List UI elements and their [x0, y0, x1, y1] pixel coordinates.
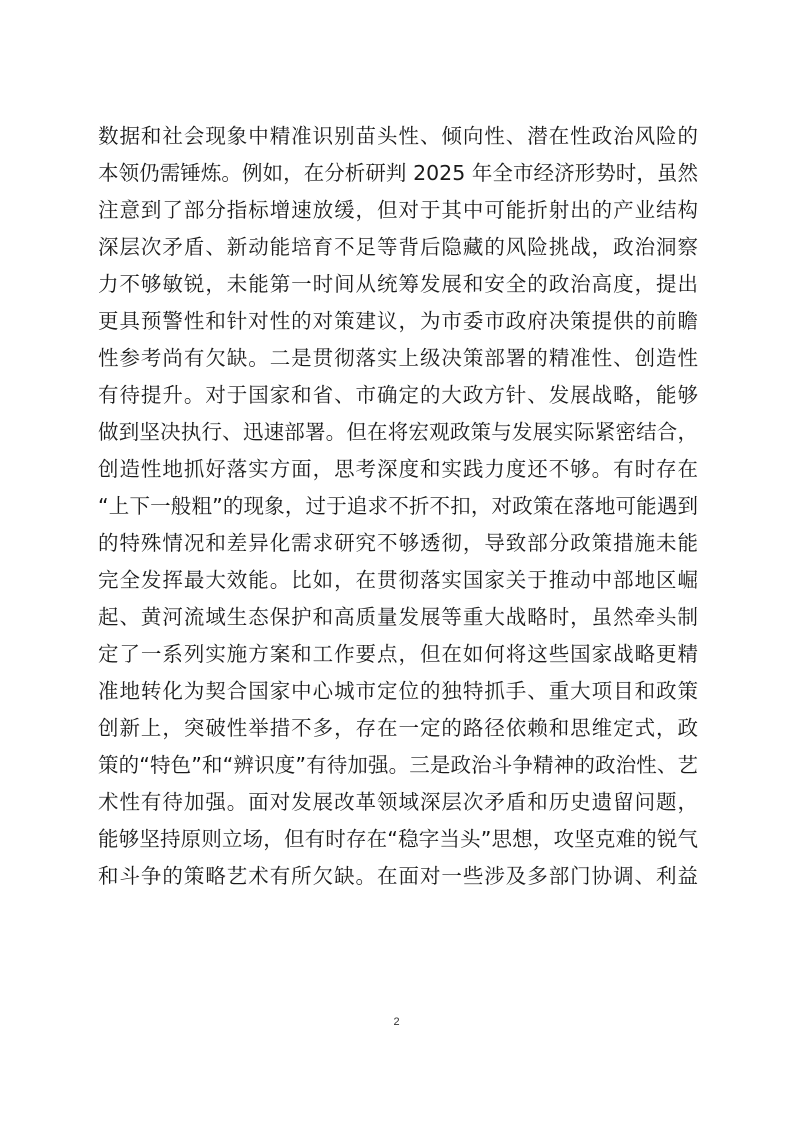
text-line: 注意到了部分指标增速放缓，但对于其中可能折射出的产业结构	[98, 198, 698, 222]
text-line: 数据和社会现象中精准识别苗头性、倾向性、潜在性政治风险的	[98, 124, 698, 148]
text-line: 和斗争的策略艺术有所欠缺。在面对一些涉及多部门协调、利益	[98, 864, 698, 888]
text-line: 术性有待加强。面对发展改革领域深层次矛盾和历史遗留问题，	[98, 790, 698, 814]
text-line: 有待提升。对于国家和省、市确定的大政方针、发展战略，能够	[98, 383, 698, 407]
body-paragraph	[98, 118, 698, 895]
text-line: 做到坚决执行、迅速部署。但在将宏观政策与发展实际紧密结合，	[98, 420, 698, 444]
text-line: 定了一系列实施方案和工作要点，但在如何将这些国家战略更精	[98, 642, 698, 666]
page-number: 2	[393, 1016, 400, 1028]
text-line: 更具预警性和针对性的对策建议，为市委市政府决策提供的前瞻	[98, 309, 698, 333]
text-line: 力不够敏锐，未能第一时间从统筹发展和安全的政治高度，提出	[98, 272, 698, 296]
text-line: 准地转化为契合国家中心城市定位的独特抓手、重大项目和政策	[98, 679, 698, 703]
text-line: 能够坚持原则立场，但有时存在“稳字当头”思想，攻坚克难的锐气	[98, 827, 698, 851]
text-line: 完全发挥最大效能。比如，在贯彻落实国家关于推动中部地区崛	[98, 568, 698, 592]
text-line: 创新上，突破性举措不多，存在一定的路径依赖和思维定式，政	[98, 716, 698, 740]
text-line: 的特殊情况和差异化需求研究不够透彻，导致部分政策措施未能	[98, 531, 698, 555]
text-line: 策的“特色”和“辨识度”有待加强。三是政治斗争精神的政治性、艺	[98, 753, 698, 777]
text-line: 性参考尚有欠缺。二是贯彻落实上级决策部署的精准性、创造性	[98, 346, 698, 370]
text-line: 本领仍需锤炼。例如，在分析研判 2025 年全市经济形势时，虽然	[98, 161, 698, 185]
text-line: “上下一般粗”的现象，过于追求不折不扣，对政策在落地可能遇到	[98, 494, 698, 518]
text-line: 创造性地抓好落实方面，思考深度和实践力度还不够。有时存在	[98, 457, 698, 481]
text-line: 深层次矛盾、新动能培育不足等背后隐藏的风险挑战，政治洞察	[98, 235, 698, 259]
text-line: 起、黄河流域生态保护和高质量发展等重大战略时，虽然牵头制	[98, 605, 698, 629]
